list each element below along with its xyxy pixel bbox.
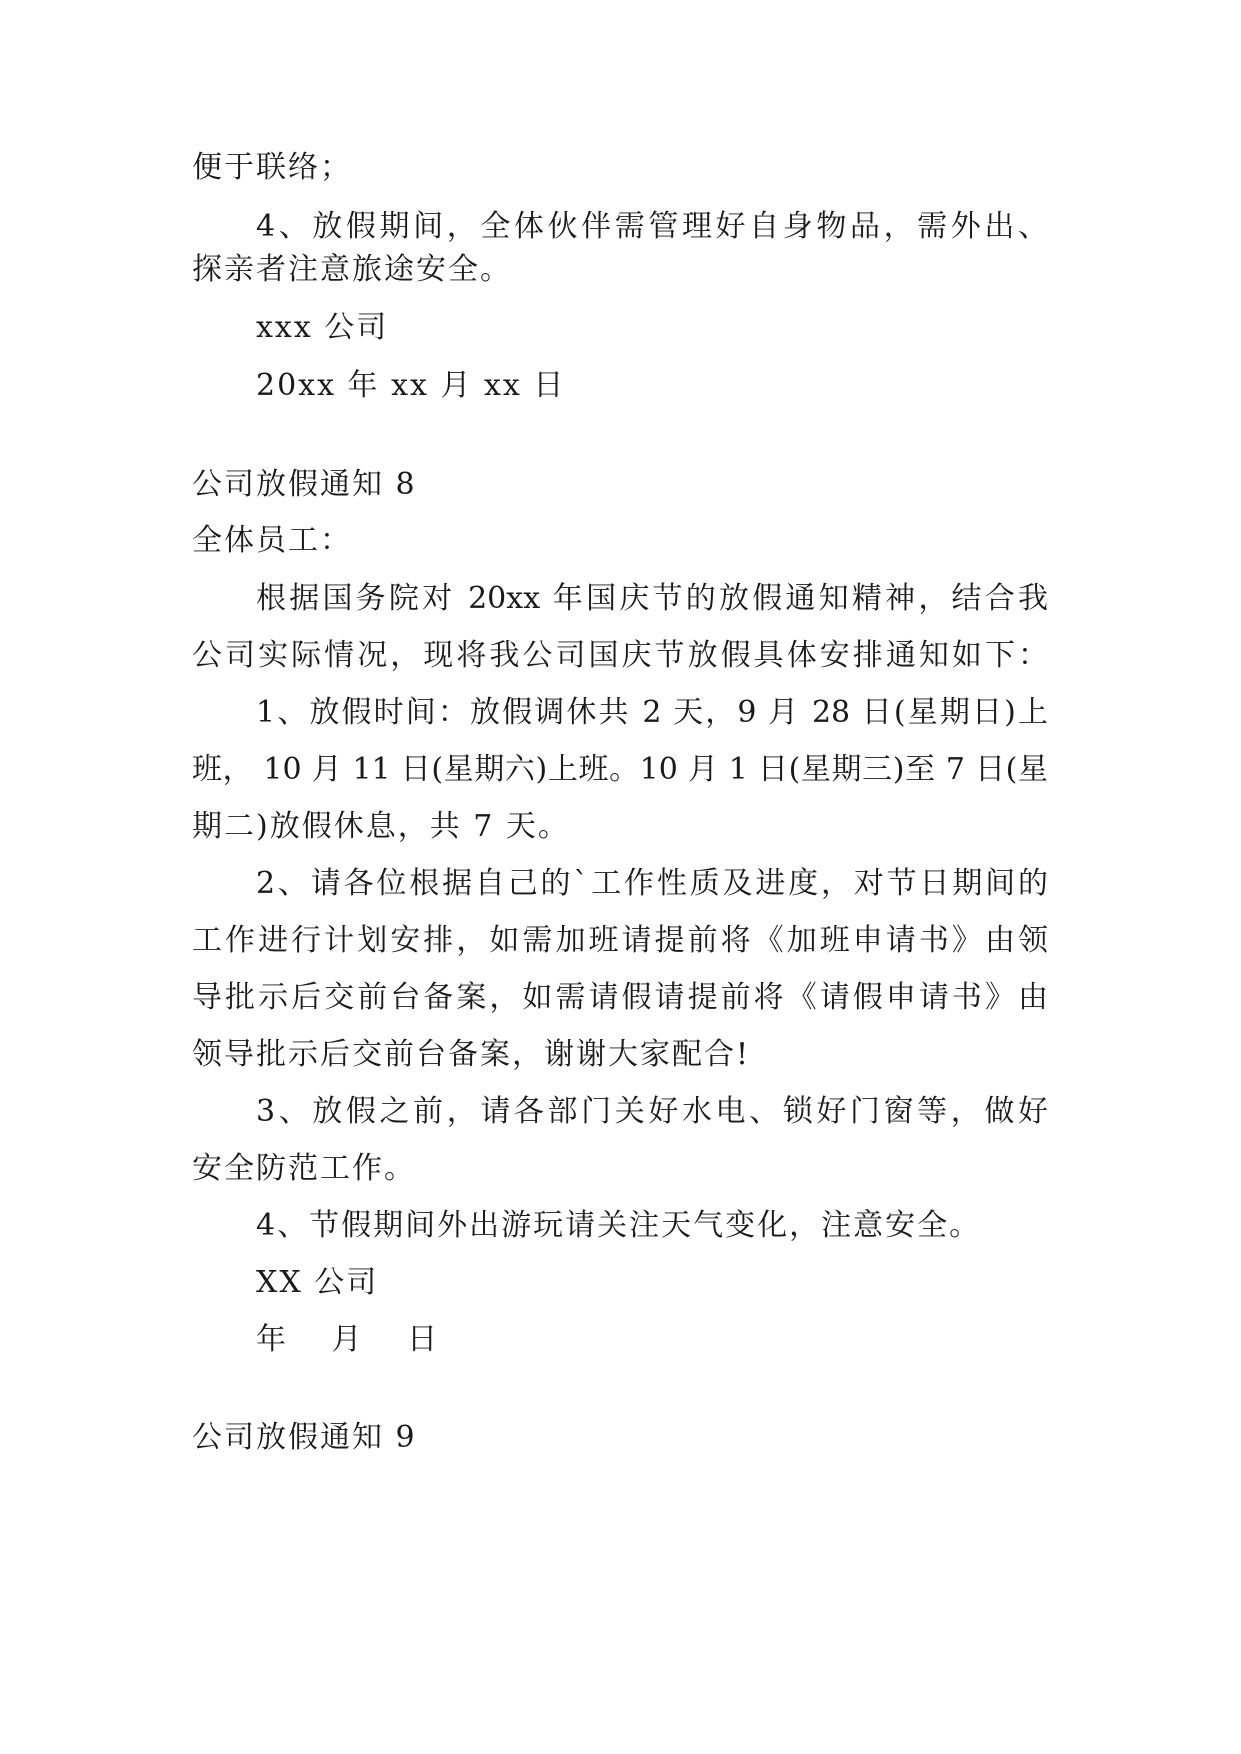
notice8-item3-line2: 安全防范工作。 xyxy=(192,1151,416,1186)
notice8-item3-line1: 3、放假之前，请各部门关好水电、锁好门窗等，做好 xyxy=(256,1094,1048,1129)
notice8-item2-line1: 2、请各位根据自己的`工作性质及进度，对节日期间的 xyxy=(256,866,1048,901)
notice7-contact-line: 便于联络； xyxy=(192,150,352,185)
notice8-item1-line3: 期二)放假休息，共 7 天。 xyxy=(192,809,570,844)
notice7-signature: xxx 公司 xyxy=(256,310,389,345)
notice8-item2-line4: 领导批示后交前台备案，谢谢大家配合! xyxy=(192,1037,751,1072)
notice7-item4-line1: 4、放假期间，全体伙伴需管理好自身物品，需外出、 xyxy=(256,209,1048,244)
notice8-item1-line1: 1、放假时间：放假调休共 2 天，9 月 28 日(星期日)上 xyxy=(256,695,1048,730)
notice8-intro-line2: 公司实际情况，现将我公司国庆节放假具体安排通知如下： xyxy=(192,638,1048,673)
notice8-salutation: 全体员工： xyxy=(192,523,352,558)
notice7-date: 20xx 年 xx 月 xx 日 xyxy=(256,368,566,403)
notice8-item2-line3: 导批示后交前台备案，如需请假请提前将《请假申请书》由 xyxy=(192,980,1048,1015)
notice8-item1-line2: 班， 10 月 11 日(星期六)上班。10 月 1 日(星期三)至 7 日(星 xyxy=(192,752,1048,787)
notice8-intro-line1: 根据国务院对 20xx 年国庆节的放假通知精神，结合我 xyxy=(256,581,1048,616)
notice8-signature: XX 公司 xyxy=(256,1265,379,1300)
notice7-item4-line2: 探亲者注意旅途安全。 xyxy=(192,252,512,287)
notice9-title: 公司放假通知 9 xyxy=(192,1420,417,1455)
notice8-title: 公司放假通知 8 xyxy=(192,467,417,502)
notice8-item4: 4、节假期间外出游玩请关注天气变化，注意安全。 xyxy=(256,1208,982,1243)
notice8-date: 年 月 日 xyxy=(256,1322,440,1357)
notice8-item2-line2: 工作进行计划安排，如需加班请提前将《加班申请书》由领 xyxy=(192,923,1048,958)
